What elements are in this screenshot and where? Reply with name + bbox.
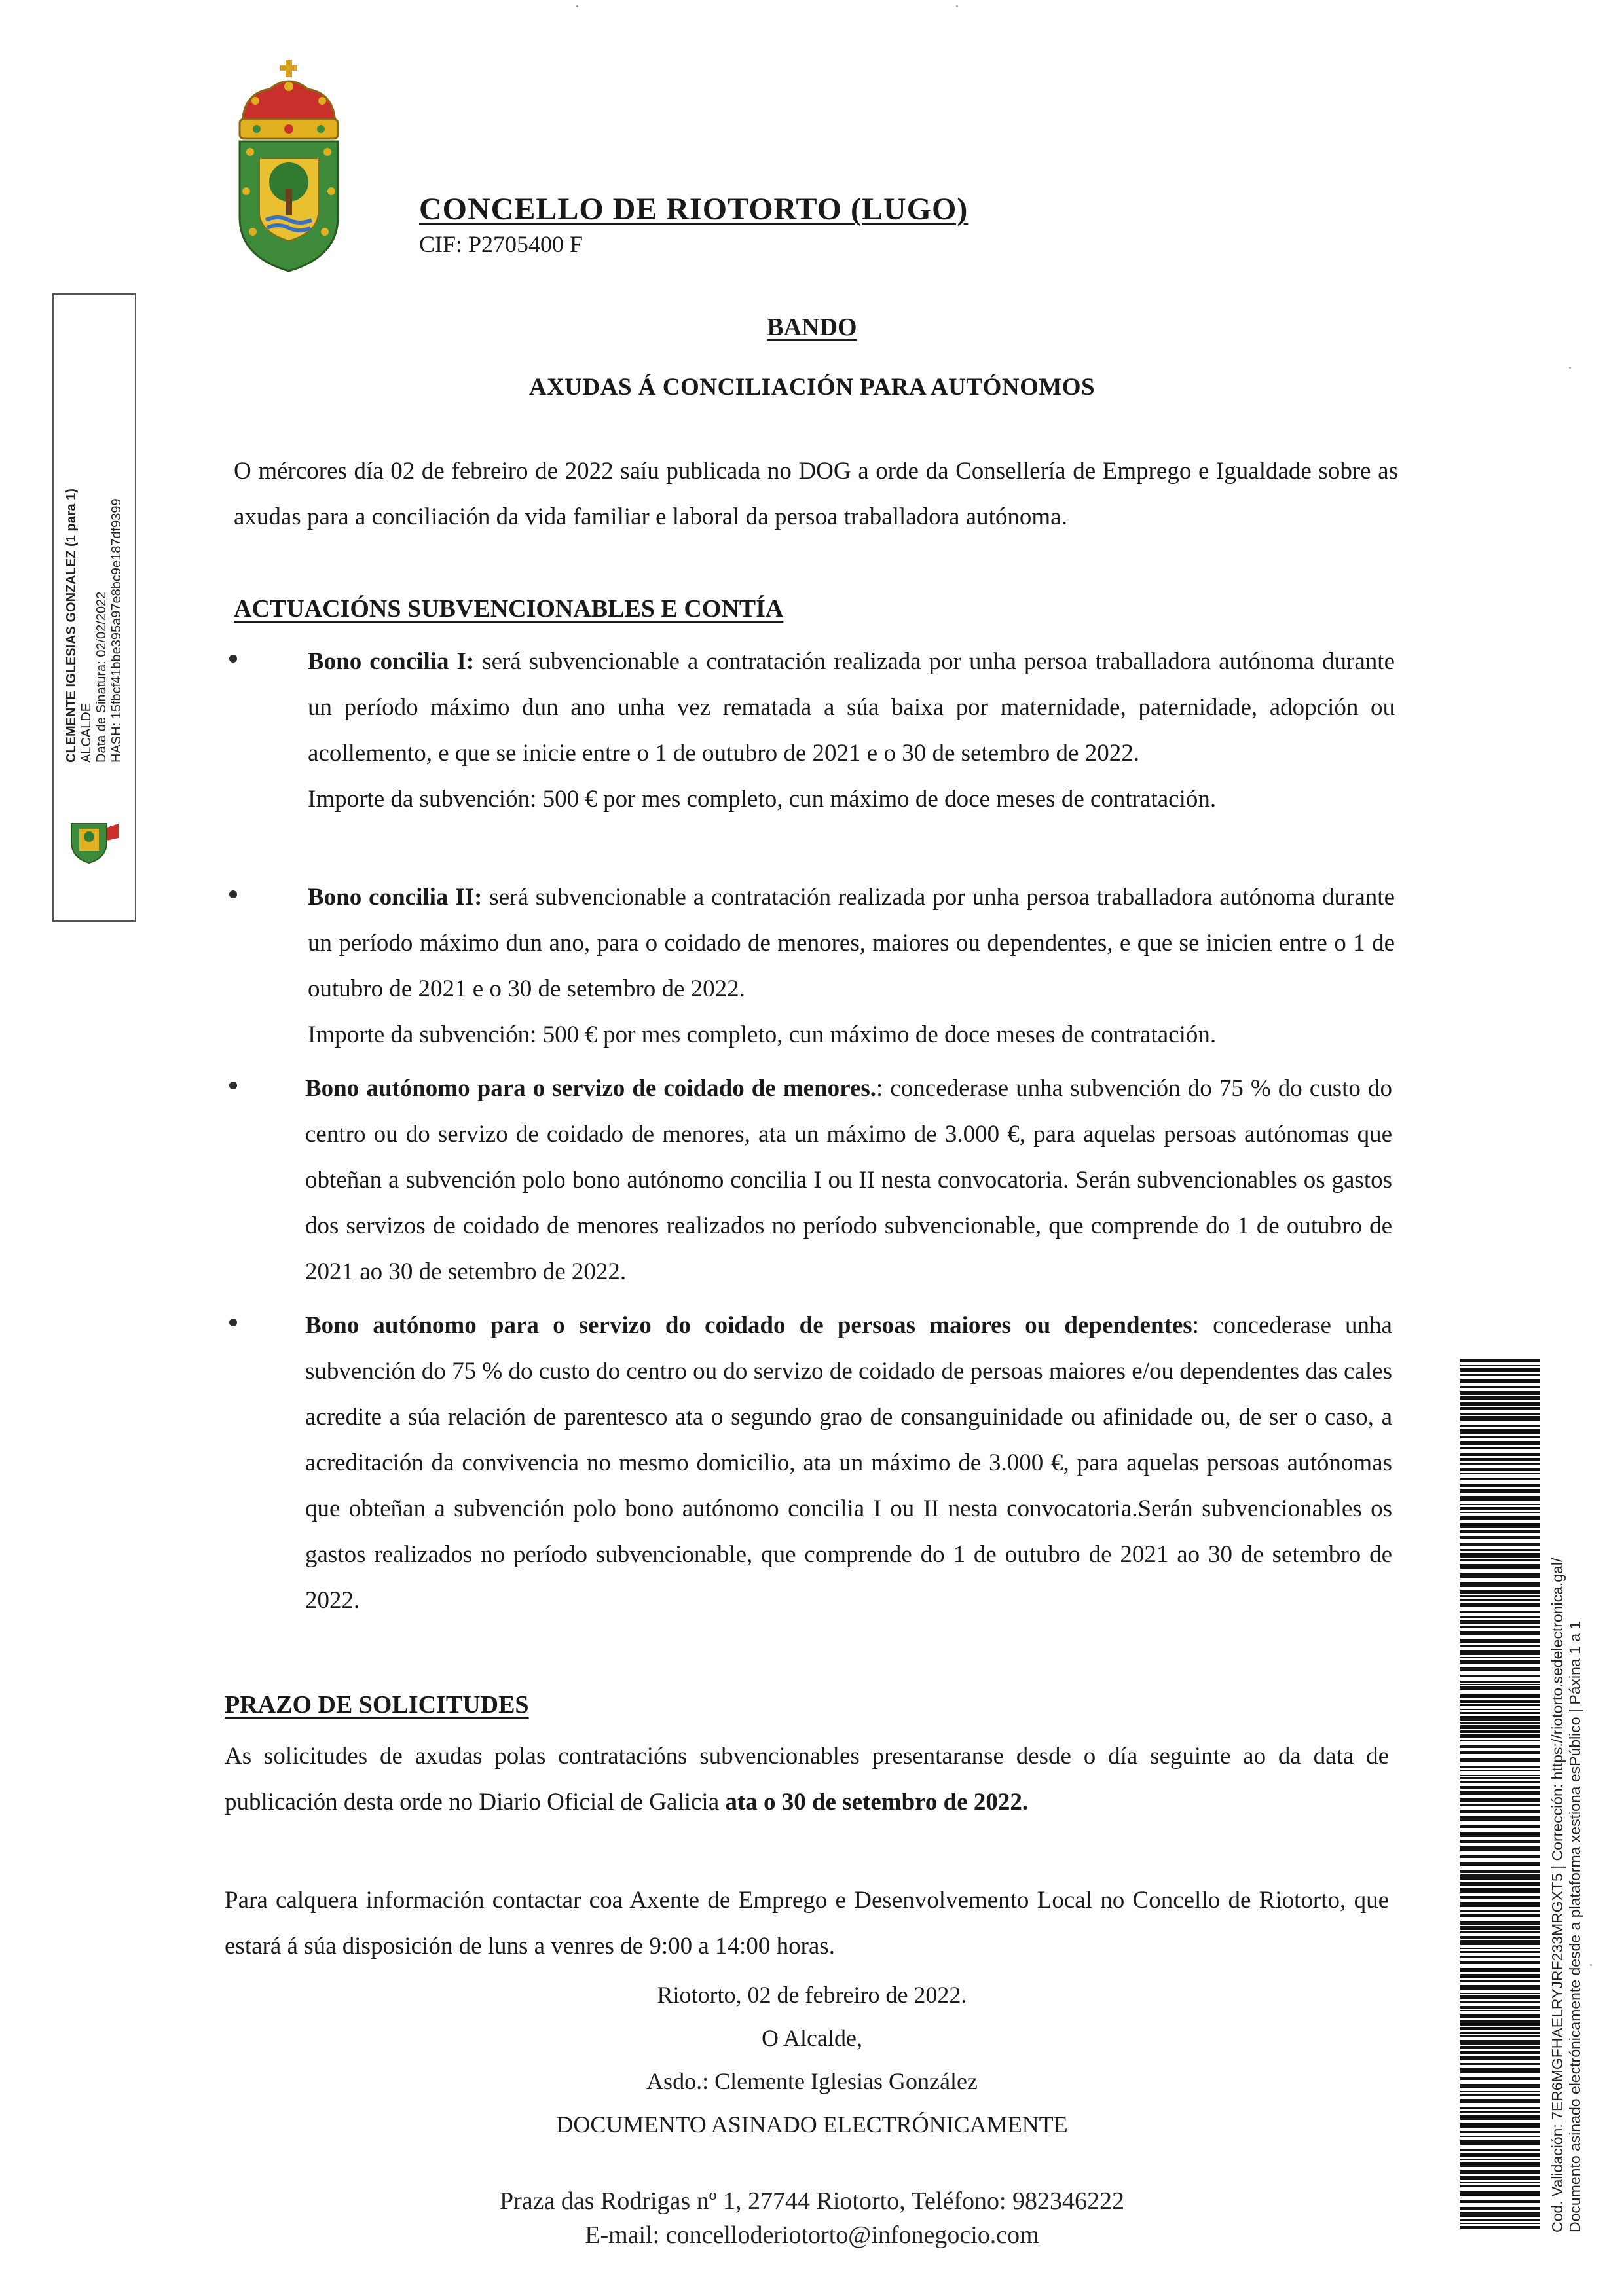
barcode-bar [1460,2123,1540,2128]
barcode-bar [1460,1489,1540,1493]
barcode-bar [1460,1484,1540,1487]
barcode-bar [1460,1722,1540,1724]
barcode-bar [1460,1458,1540,1461]
barcode-bar [1460,2032,1540,2034]
barcode-bar [1460,1573,1540,1578]
barcode-bar [1460,2051,1540,2054]
barcode-bar [1460,1391,1540,1395]
barcode-bar [1460,1516,1540,1520]
barcode-bar [1460,1862,1540,1866]
barcode-bar [1460,1734,1540,1738]
barcode-bar [1460,1775,1540,1776]
bullet-icon [229,890,237,898]
signer-name: Asdo.: Clemente Iglesias González [646,2068,978,2094]
barcode-bar [1460,1559,1540,1561]
barcode-bar [1460,2068,1540,2073]
barcode-bar [1460,1745,1540,1748]
barcode-bar [1460,2207,1540,2210]
barcode-bar [1460,1704,1540,1706]
barcode-bar [1460,1595,1540,1597]
barcode-bar [1460,1416,1540,1421]
barcode-bar [1460,1523,1540,1528]
item-body: será subvencionable a contratación realizada por unha persoa traballadora autónoma durante un período máximo dun ano unha vez rematada a súa baixa por maternidade, paternidade, adopción ou acollemento, e que se inicie entre o 1 de outubro de 2021 e o 30 de setembro de 2022. [308,648,1395,767]
barcode-bar [1460,1639,1540,1643]
signature-hash-line: HASH: 15fbcf41bbe395a97e8bc9e187df9399 [109,498,124,763]
closing-block [0,1973,1624,2146]
barcode-bar [1460,1931,1540,1933]
barcode-bar [1460,2219,1540,2221]
municipal-crest-logo [231,60,347,273]
barcode-bar [1460,2136,1540,2137]
barcode-bar [1460,1832,1540,1837]
barcode-bar [1460,1870,1540,1873]
signer-role-line: ALCALDE [79,702,94,763]
barcode-bar [1460,1914,1540,1917]
barcode-bar [1460,1453,1540,1456]
scan-mark [956,5,958,7]
barcode-bar [1460,2107,1540,2109]
barcode-bar [1460,2191,1540,2196]
barcode-bar [1460,1700,1540,1703]
barcode-bar [1460,1368,1540,1372]
barcode-bar [1460,1626,1540,1628]
barcode-bar [1460,2099,1540,2103]
barcode-bar [1460,2094,1540,2096]
barcode-bar [1460,1740,1540,1741]
barcode-bar [1460,1429,1540,1434]
signed-note: DOCUMENTO ASINADO ELECTRÓNICAMENTE [556,2111,1068,2138]
barcode-bar [1460,1725,1540,1729]
item-body: será subvencionable a contratación realizada por unha persoa traballadora autónoma durante un período máximo dun ano, para o coidado de menores, maiores ou dependentes, e que se inicien entre o 1 de outubro de 2021 e o 30 de setembro de 2022. [308,884,1395,1002]
bullet-icon [229,655,237,663]
barcode-bar [1460,1766,1540,1768]
deadline-date: ata o 30 de setembro de 2022. [725,1789,1029,1815]
barcode-bar [1460,2027,1540,2030]
place-date: Riotorto, 02 de febreiro de 2022. [657,1982,967,2008]
barcode-bar [1460,1447,1540,1449]
barcode-bar [1460,1874,1540,1880]
barcode-bar [1460,1825,1540,1828]
barcode-bar [1460,1667,1540,1671]
barcode-bar [1460,1496,1540,1501]
barcode-bar [1460,1980,1540,1982]
barcode-bar [1460,1616,1540,1618]
barcode-bar [1460,2056,1540,2060]
barcode-bar [1460,2046,1540,2049]
barcode-bar [1460,1993,1540,1994]
barcode-bar [1460,2014,1540,2018]
barcode-bar [1460,1951,1540,1953]
barcode-bar [1460,2091,1540,2092]
item-amount: Importe da subvención: 500 € por mes completo, cun máximo de doce meses de contratación. [308,1021,1217,1048]
barcode-bar [1460,1553,1540,1558]
barcode-bar [1460,2176,1540,2180]
item-title: Bono concilia II: [308,884,483,911]
barcode-bar [1460,1948,1540,1949]
barcode-bar [1460,1543,1540,1546]
barcode-bar [1460,1463,1540,1465]
deadline-paragraph [225,1734,1389,1825]
intro-paragraph: O mércores día 02 de febreiro de 2022 saíu publicada no DOG a orde da Consellería de Emprego e Igualdade sobre as axudas para a conciliación da vida familiar e laboral da persoa traballadora autónoma. [234,458,1398,530]
barcode-bar [1460,2115,1540,2120]
barcode-bar [1460,2162,1540,2167]
barcode-bar [1460,1709,1540,1710]
barcode-bar [1460,1374,1540,1376]
barcode-bar [1460,1956,1540,1958]
barcode-bar [1460,1694,1540,1698]
item-body: : concederase unha subvención do 75 % do custo do centro ou do servizo de coidado de menores, ata un máximo de 3.000 €, para aquelas persoas autónomas que obteñan a subvención polo bono autónomo concilia I ou II nesta convocatoria. Serán subvencionables os gastos dos servizos de coidado de menores realizados no período subvencionable, que comprende do 1 de outubro de 2021 ao 30 de setembro de 2022. [305,1075,1392,1285]
barcode-bar [1460,2111,1540,2113]
list-item-text [305,1066,1392,1295]
barcode-bar [1460,1791,1540,1795]
bullet-icon [229,1082,237,1089]
list-item-text [308,875,1395,1058]
barcode-bar [1460,1564,1540,1569]
barcode-bar [1460,1611,1540,1613]
barcode-bar [1460,1504,1540,1505]
barcode-bar [1460,2084,1540,2088]
barcode-bar [1460,2212,1540,2217]
barcode-bar [1460,1968,1540,1972]
barcode-bar [1460,1650,1540,1655]
barcode-bar [1460,1657,1540,1658]
barcode-bar [1460,1507,1540,1510]
barcode-bar [1460,1365,1540,1366]
barcode-bar [1460,1995,1540,1999]
barcode-bar [1460,1804,1540,1806]
deadline-text: As solicitudes de axudas polas contratacións subvencionables presentaranse desde o día seguinte ao da data de publicación desta orde no Diario Oficial de Galicia [225,1743,1389,1815]
barcode-bar [1460,1402,1540,1406]
signer-line: CLEMENTE IGLESIAS GONZALEZ (1 para 1) [64,488,79,763]
barcode-bar [1460,1940,1540,1945]
barcode-bar [1460,1751,1540,1754]
document-type-title: BANDO [767,314,857,341]
barcode-bar [1460,2010,1540,2011]
scan-mark [576,5,578,7]
barcode-bar [1460,1620,1540,1624]
barcode-bar [1460,2001,1540,2003]
barcode-bar [1460,1681,1540,1683]
barcode-bar [1460,1712,1540,1714]
barcode-bar [1460,1530,1540,1533]
barcode-bar [1460,2006,1540,2009]
barcode-bar [1460,2035,1540,2037]
barcode-bar [1460,1902,1540,1907]
barcode-bar [1460,1631,1540,1635]
barcode-bar [1460,1536,1540,1539]
barcode-bar [1460,1441,1540,1445]
document-subject: AXUDAS Á CONCILIACIÓN PARA AUTÓNOMOS [528,374,1096,401]
barcode-bar [1460,2063,1540,2065]
item-title: Bono concilia I: [308,648,475,675]
barcode-bar [1460,1770,1540,1771]
barcode-bar [1460,1798,1540,1802]
barcode-bar [1460,1758,1540,1762]
list-item-text [305,1303,1392,1624]
barcode-bar [1460,1473,1540,1474]
footer-address: Praza das Rodrigas nº 1, 27744 Riotorto, Teléfono: 982346222 [499,2187,1125,2215]
item-title: Bono autónomo para o servizo do coidado de persoas maiores ou dependentes [305,1312,1192,1339]
barcode-bar [1460,1974,1540,1978]
barcode-bar [1460,1855,1540,1858]
validation-text [1549,1355,1584,2232]
barcode-bar [1460,1716,1540,1721]
item-body: : concederase unha subvención do 75 % do custo do centro ou do servizo de coidado de persoas maiores e/ou dependentes das cales acredite a súa relación de parentesco ata o segundo grao de consanguinidade ou afinidade ou, de ser o caso, a acreditación da convivencia no mesmo domicilio, ata un máximo de 3.000 €, para aquelas persoas autónomas que obteñan a subvención polo bono autónomo concilia I ou II nesta convocatoria.Serán subvencionables os gastos realizados no período subvencionable, que comprende do 1 de outubro de 2021 ao 30 de setembro de 2022. [305,1312,1392,1614]
barcode-bar [1460,2185,1540,2187]
stamp-crest-icon [66,818,121,866]
footer [0,2184,1624,2252]
barcode-bar [1460,1684,1540,1685]
footer-email: E-mail: concelloderiotorto@infonegocio.com [585,2221,1039,2249]
barcode-bar [1460,1407,1540,1410]
barcode-bar [1460,2159,1540,2160]
scan-mark [1569,367,1571,369]
barcode-bar [1460,1888,1540,1893]
barcode-bar [1460,1840,1540,1843]
barcode-bar [1460,1936,1540,1939]
barcode-bar [1460,1730,1540,1733]
barcode-bar [1460,1882,1540,1886]
barcode-bar [1460,1379,1540,1383]
barcode-bar [1460,1590,1540,1594]
barcode-bar [1460,1921,1540,1925]
barcode-bar [1460,1359,1540,1362]
barcode-bar [1460,1810,1540,1813]
barcode-bar [1460,1603,1540,1607]
barcode-bar [1460,1786,1540,1789]
barcode-bar [1460,1660,1540,1664]
barcode-bar [1460,1846,1540,1851]
validation-code-line: Cod. Validación: 7ER6MGFHAELRYJRF233MRGXT5 | Corrección: https://riotorto.sedelectronica.gal/ [1549,1558,1566,2232]
barcode-bar [1460,1425,1540,1427]
barcode-bar [1460,1645,1540,1647]
signature-date-line: Data de Sinatura: 02/02/2022 [94,591,109,763]
barcode-bar [1460,1436,1540,1438]
barcode-bar [1460,1961,1540,1964]
barcode-bar [1460,2182,1540,2183]
barcode-bar [1460,1816,1540,1821]
item-title: Bono autónomo para o servizo de coidado de menores. [305,1075,877,1102]
barcode-bar [1460,2077,1540,2080]
barcode-bar [1460,2153,1540,2157]
barcode-bar [1460,1926,1540,1930]
barcode-bar [1460,1468,1540,1471]
barcode-bar [1460,1777,1540,1779]
barcode-bar [1460,1512,1540,1513]
organization-name: CONCELLO DE RIOTORTO (LUGO) [419,192,969,227]
organization-cif: CIF: P2705400 F [419,231,583,257]
validation-barcode [1460,1359,1540,2235]
scan-mark [1590,1964,1592,1966]
contact-paragraph: Para calquera información contactar coa Axente de Emprego e Desenvolvemento Local no Concello de Riotorto, que estará á súa disposición de luns a venres de 9:00 a 14:00 horas. [225,1887,1389,1959]
list-item-text [308,639,1395,822]
barcode-bar [1460,1985,1540,1990]
section-title-deadline: PRAZO DE SOLICITUDES [225,1691,529,1719]
barcode-bar [1460,1549,1540,1551]
barcode-bar [1460,1413,1540,1415]
barcode-bar [1460,2040,1540,2045]
validation-platform-line: Documento asinado electrónicamente desde a plataforma xestiona esPúblico | Páxina 1 a 1 [1566,1620,1583,2232]
item-amount: Importe da subvención: 500 € por mes completo, cun máximo de doce meses de contratación. [308,786,1217,812]
barcode-bar [1460,2131,1540,2133]
bullet-icon [229,1319,237,1326]
barcode-bar [1460,1396,1540,1400]
barcode-bar [1460,1386,1540,1388]
barcode-bar [1460,1599,1540,1601]
barcode-bar [1460,2149,1540,2151]
barcode-bar [1460,1896,1540,1899]
barcode-bar [1460,1478,1540,1480]
barcode-bar [1460,2170,1540,2174]
barcode-bar [1460,1781,1540,1783]
barcode-bar [1460,2020,1540,2026]
barcode-bar [1460,2223,1540,2224]
barcode-bar [1460,2140,1540,2145]
barcode-bar [1460,1686,1540,1690]
section-title-subsidies: ACTUACIÓNS SUBVENCIONABLES E CONTÍA [234,595,784,623]
signer-role: O Alcalde, [762,2025,862,2051]
barcode-bar [1460,1910,1540,1912]
barcode-bar [1460,2200,1540,2203]
barcode-bar [1460,1582,1540,1587]
barcode-bar [1460,2226,1540,2229]
barcode-bar [1460,1675,1540,1677]
